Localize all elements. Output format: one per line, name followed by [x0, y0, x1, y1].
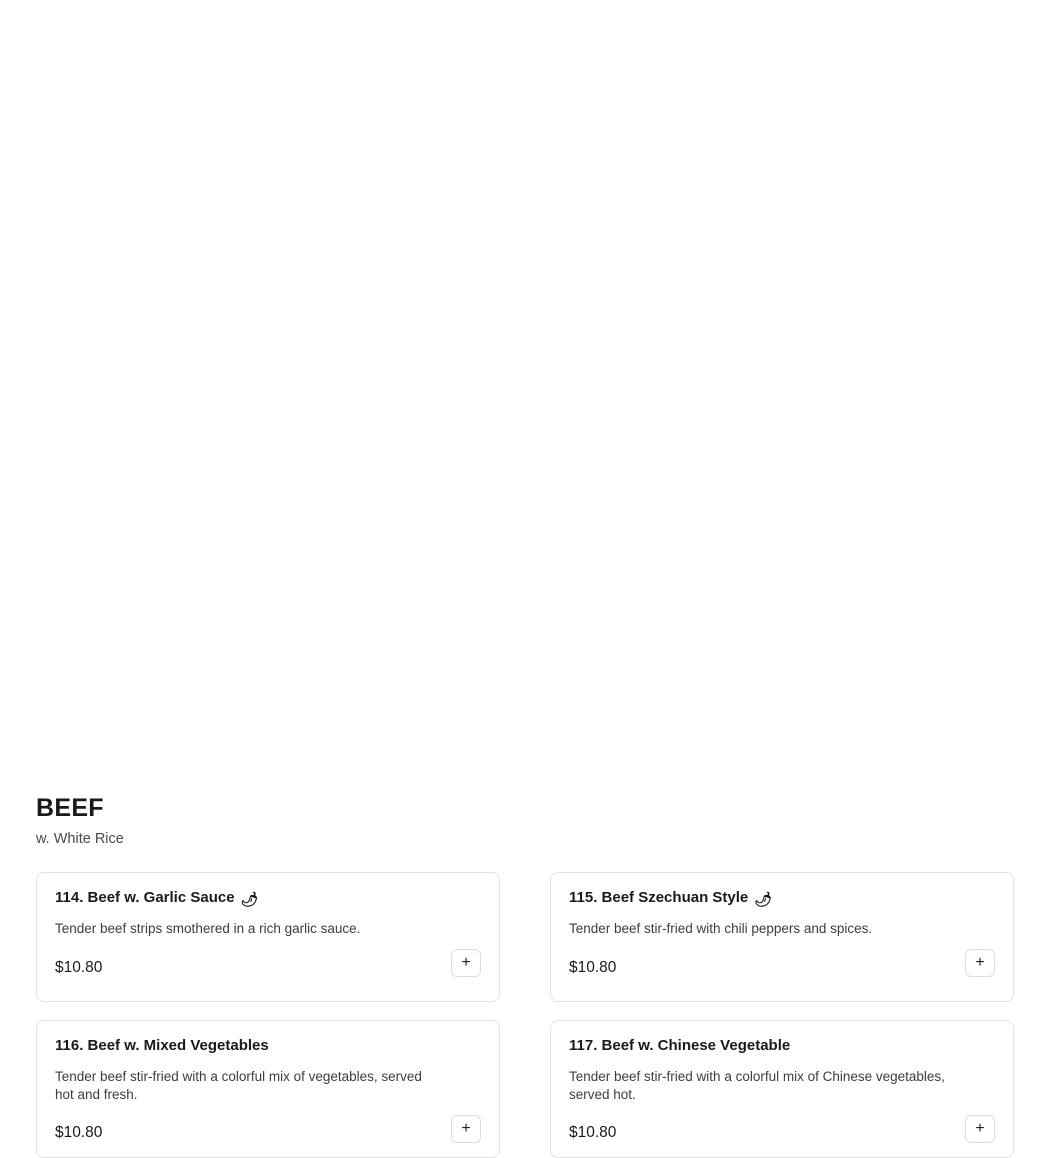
menu-item-description: Tender beef stir-fried with a colorful mix of vegetables, served hot and fresh.: [55, 1069, 422, 1103]
add-to-cart-button[interactable]: +: [965, 1115, 995, 1143]
menu-item-description: Tender beef stir-fried with chili peppers and spices.: [569, 921, 873, 937]
menu-item-price: $10.80: [569, 1124, 617, 1142]
menu-item-card[interactable]: [36, 872, 500, 1002]
add-to-cart-button[interactable]: +: [451, 949, 481, 977]
menu-item-title-row: [569, 1037, 995, 1056]
menu-item-description: Tender beef strips smothered in a rich garlic sauce.: [55, 921, 361, 937]
menu-item-title-row: [569, 889, 995, 908]
page-title: BEEF: [36, 794, 104, 822]
menu-item-footer: [55, 949, 481, 977]
menu-item-title-row: [55, 1037, 481, 1056]
menu-item-name: 114. Beef w. Garlic Sauce: [55, 889, 235, 907]
menu-item-grid: [36, 872, 1014, 1158]
menu-item-name: 117. Beef w. Chinese Vegetable: [569, 1037, 791, 1055]
menu-item-name: 115. Beef Szechuan Style: [569, 889, 749, 907]
section-subtitle: w. White Rice: [36, 831, 124, 847]
menu-item-footer: [569, 949, 995, 977]
menu-item-card[interactable]: [36, 1020, 500, 1158]
spicy-pepper-icon: 🌶: [754, 890, 773, 907]
menu-item-title-row: [55, 889, 481, 908]
menu-item-price: $10.80: [55, 1124, 103, 1142]
add-to-cart-button[interactable]: +: [965, 949, 995, 977]
menu-item-card[interactable]: [550, 872, 1014, 1002]
spicy-pepper-icon: 🌶: [240, 890, 259, 907]
menu-section-beef: [0, 793, 1050, 1158]
menu-item-footer: [55, 1115, 481, 1143]
menu-item-price: $10.80: [55, 958, 103, 976]
menu-item-price: $10.80: [569, 958, 617, 976]
add-to-cart-button[interactable]: +: [451, 1115, 481, 1143]
menu-item-name: 116. Beef w. Mixed Vegetables: [55, 1037, 269, 1055]
menu-item-footer: [569, 1115, 995, 1143]
menu-item-description: Tender beef stir-fried with a colorful mix of Chinese vegetables, served hot.: [569, 1069, 945, 1103]
menu-item-card[interactable]: [550, 1020, 1014, 1158]
